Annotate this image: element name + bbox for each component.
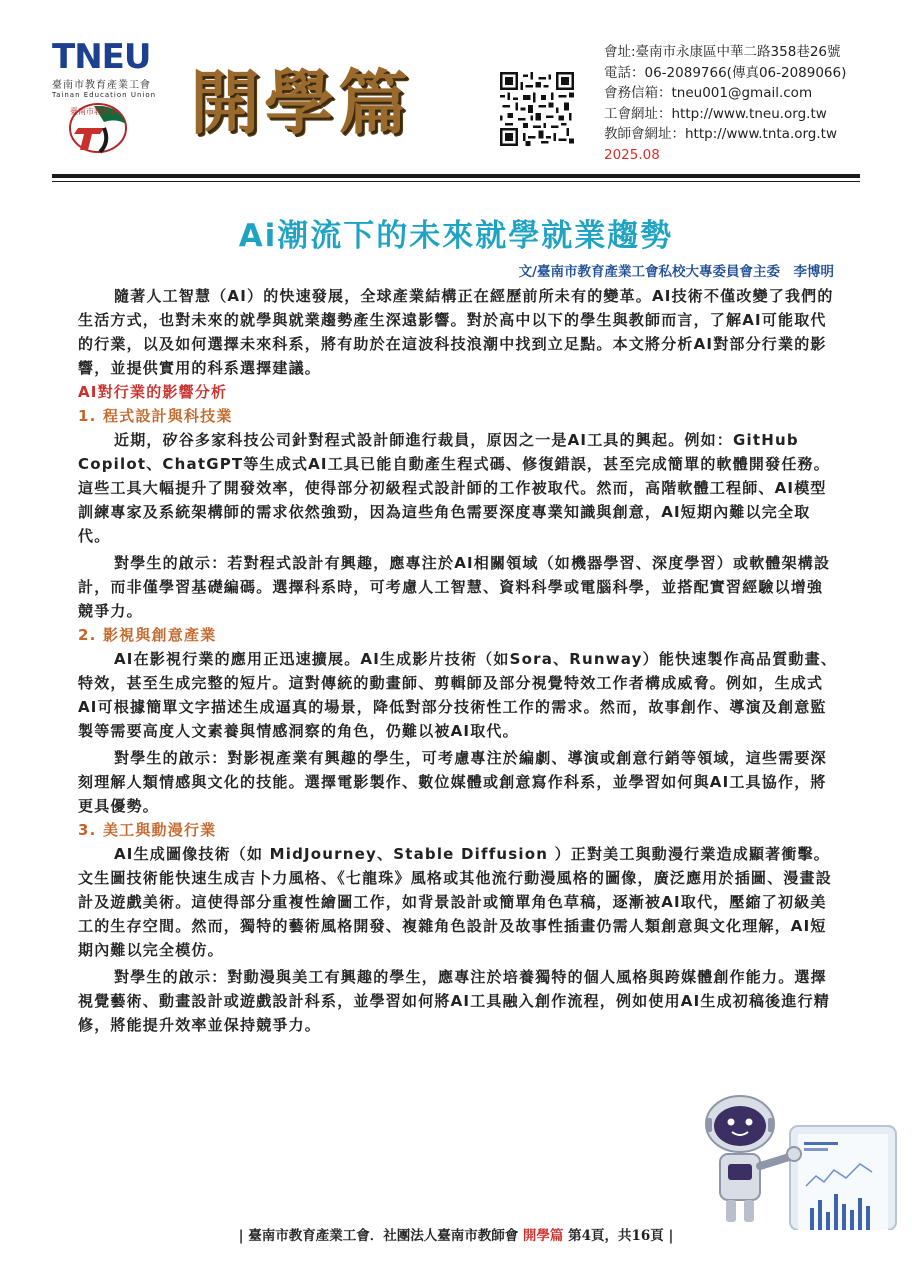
tnta-seal-icon bbox=[64, 98, 144, 160]
logo-subtitle-cn: 臺南市教育產業工會 bbox=[52, 80, 151, 91]
s1-paragraph-1: 近期，矽谷多家科技公司針對程式設計師進行裁員，原因之一是AI工具的興起。例如：GitHub Copilot、ChatGPT等生成式AI工具已能自動產生程式碼、修復錯誤，甚至完成簡單的軟體開發任務。這些工具大幅提升了開發效率，使得部分初級程式設計師的工作被取代。然而，高階軟體工程師、AI模型訓練專家及系統架構師的需求依然強勁，因為這些角色需要深度專業知識與創意，AI短期內難以完全取代。 bbox=[78, 431, 830, 545]
s3-heading: 3. 美工與動漫行業 bbox=[78, 821, 217, 839]
contact-address: 會址:臺南市永康區中華二路358巷26號 bbox=[604, 44, 841, 60]
issue-date: 2025.08 bbox=[604, 146, 660, 163]
contact-phone: 電話：06-2089766(傳真06-2089066) bbox=[604, 64, 847, 81]
s2-paragraph-1: AI在影視行業的應用正迅速擴展。AI生成影片技術（如Sora、Runway）能快速製作高品質動畫、特效，甚至生成完整的短片。這對傳統的動畫師、剪輯師及部分視覺特效工作者構成威脅。例如，生成式AI可根據簡單文字描述生成逼真的場景，降低對部分技術性工作的需求。然而，故事創作、導演及創意監製等需要高度人文素養與情感洞察的角色，仍難以被AI取代。 bbox=[78, 650, 838, 740]
seal-text: 臺南市教師會 bbox=[70, 107, 118, 116]
section-heading: AI對行業的影響分析 bbox=[78, 383, 228, 401]
s1-heading: 1. 程式設計與科技業 bbox=[78, 407, 233, 425]
s1-paragraph-2: 對學生的啟示：若對程式設計有興趣，應專注於AI相關領域（如機器學習、深度學習）或軟體架構設計，而非僅學習基礎編碼。選擇科系時，可考慮人工智慧、資料科學或電腦科學，並搭配實習經驗以增強競爭力。 bbox=[78, 554, 831, 620]
header-divider-thin bbox=[52, 181, 860, 182]
masthead-title: 開學篇 bbox=[190, 61, 412, 144]
footer-page-info: 第4頁，共16頁 | bbox=[563, 1228, 674, 1244]
footer-prefix: | 臺南市教育產業工會．社團法人臺南市教師會 bbox=[238, 1228, 523, 1244]
tneu-logo bbox=[52, 37, 172, 99]
header-divider-thick bbox=[52, 174, 860, 178]
logo-eu: EU bbox=[101, 37, 151, 77]
article-body bbox=[78, 284, 838, 1037]
s3-paragraph-2: 對學生的啟示：對動漫與美工有興趣的學生，應專注於培養獨特的個人風格與跨媒體創作能力。選擇視覺藝術、動畫設計或遊戲設計科系，並學習如何將AI工具融入創作流程，例如使用AI生成初稿後進行精修，將能提升效率並保持競爭力。 bbox=[78, 968, 830, 1034]
intro-paragraph: 隨著人工智慧（AI）的快速發展，全球產業結構正在經歷前所未有的變革。AI技術不僅改變了我們的生活方式，也對未來的就學與就業趨勢產生深遠影響。對於高中以下的學生與教師而言，了解AI可能取代的行業，以及如何選擇未來科系，將有助於在這波科技浪潮中找到立足點。本文將分析AI對部分行業的影響，並提供實用的科系選擇建議。 bbox=[78, 287, 834, 377]
s2-paragraph-2: 對學生的啟示：對影視產業有興趣的學生，可考慮專注於編劇、導演或創意行銷等領域，這些需要深刻理解人類情感與文化的技能。選擇電影製作、數位媒體或創意寫作科系，並學習如何與AI工具協作，將更具優勢。 bbox=[78, 749, 827, 815]
page-footer bbox=[0, 1224, 912, 1244]
article-byline: 文/臺南市教育產業工會私校大專委員會主委 李博明 bbox=[518, 264, 834, 280]
qr-code-icon[interactable] bbox=[500, 72, 574, 146]
article-title: Ai潮流下的未來就學就業趨勢 bbox=[238, 218, 674, 254]
s3-paragraph-1: AI生成圖像技術（如 MidJourney、Stable Diffusion ）正對美工與動漫行業造成顯著衝擊。文生圖技術能快速生成吉卜力風格、《七龍珠》風格或其他流行動漫風格的圖像，廣泛應用於插圖、漫畫設計及遊戲美術。這使得部分重複性繪圖工作，如背景設計或簡單角色草稿，逐漸被AI取代，壓縮了初級美工的生存空間。然而，獨特的藝術風格開發、複雜角色設計及故事性插畫仍需人類創意與文化理解，AI短期內難以完全模仿。 bbox=[78, 845, 832, 959]
logo-subtitle-en: Tainan Education Union bbox=[52, 91, 157, 99]
robot-illustration-icon bbox=[700, 1090, 900, 1230]
contact-union-site[interactable]: 工會網址：http://www.tneu.org.tw bbox=[604, 105, 827, 122]
s2-heading: 2. 影視與創意產業 bbox=[78, 626, 217, 644]
contact-info bbox=[604, 42, 846, 165]
logo-tn: TN bbox=[52, 37, 102, 77]
contact-teacher-site[interactable]: 教師會網址：http://www.tnta.org.tw bbox=[604, 126, 838, 142]
footer-section-name: 開學篇 bbox=[522, 1228, 564, 1244]
contact-email[interactable]: 會務信箱：tneu001@gmail.com bbox=[604, 85, 813, 101]
